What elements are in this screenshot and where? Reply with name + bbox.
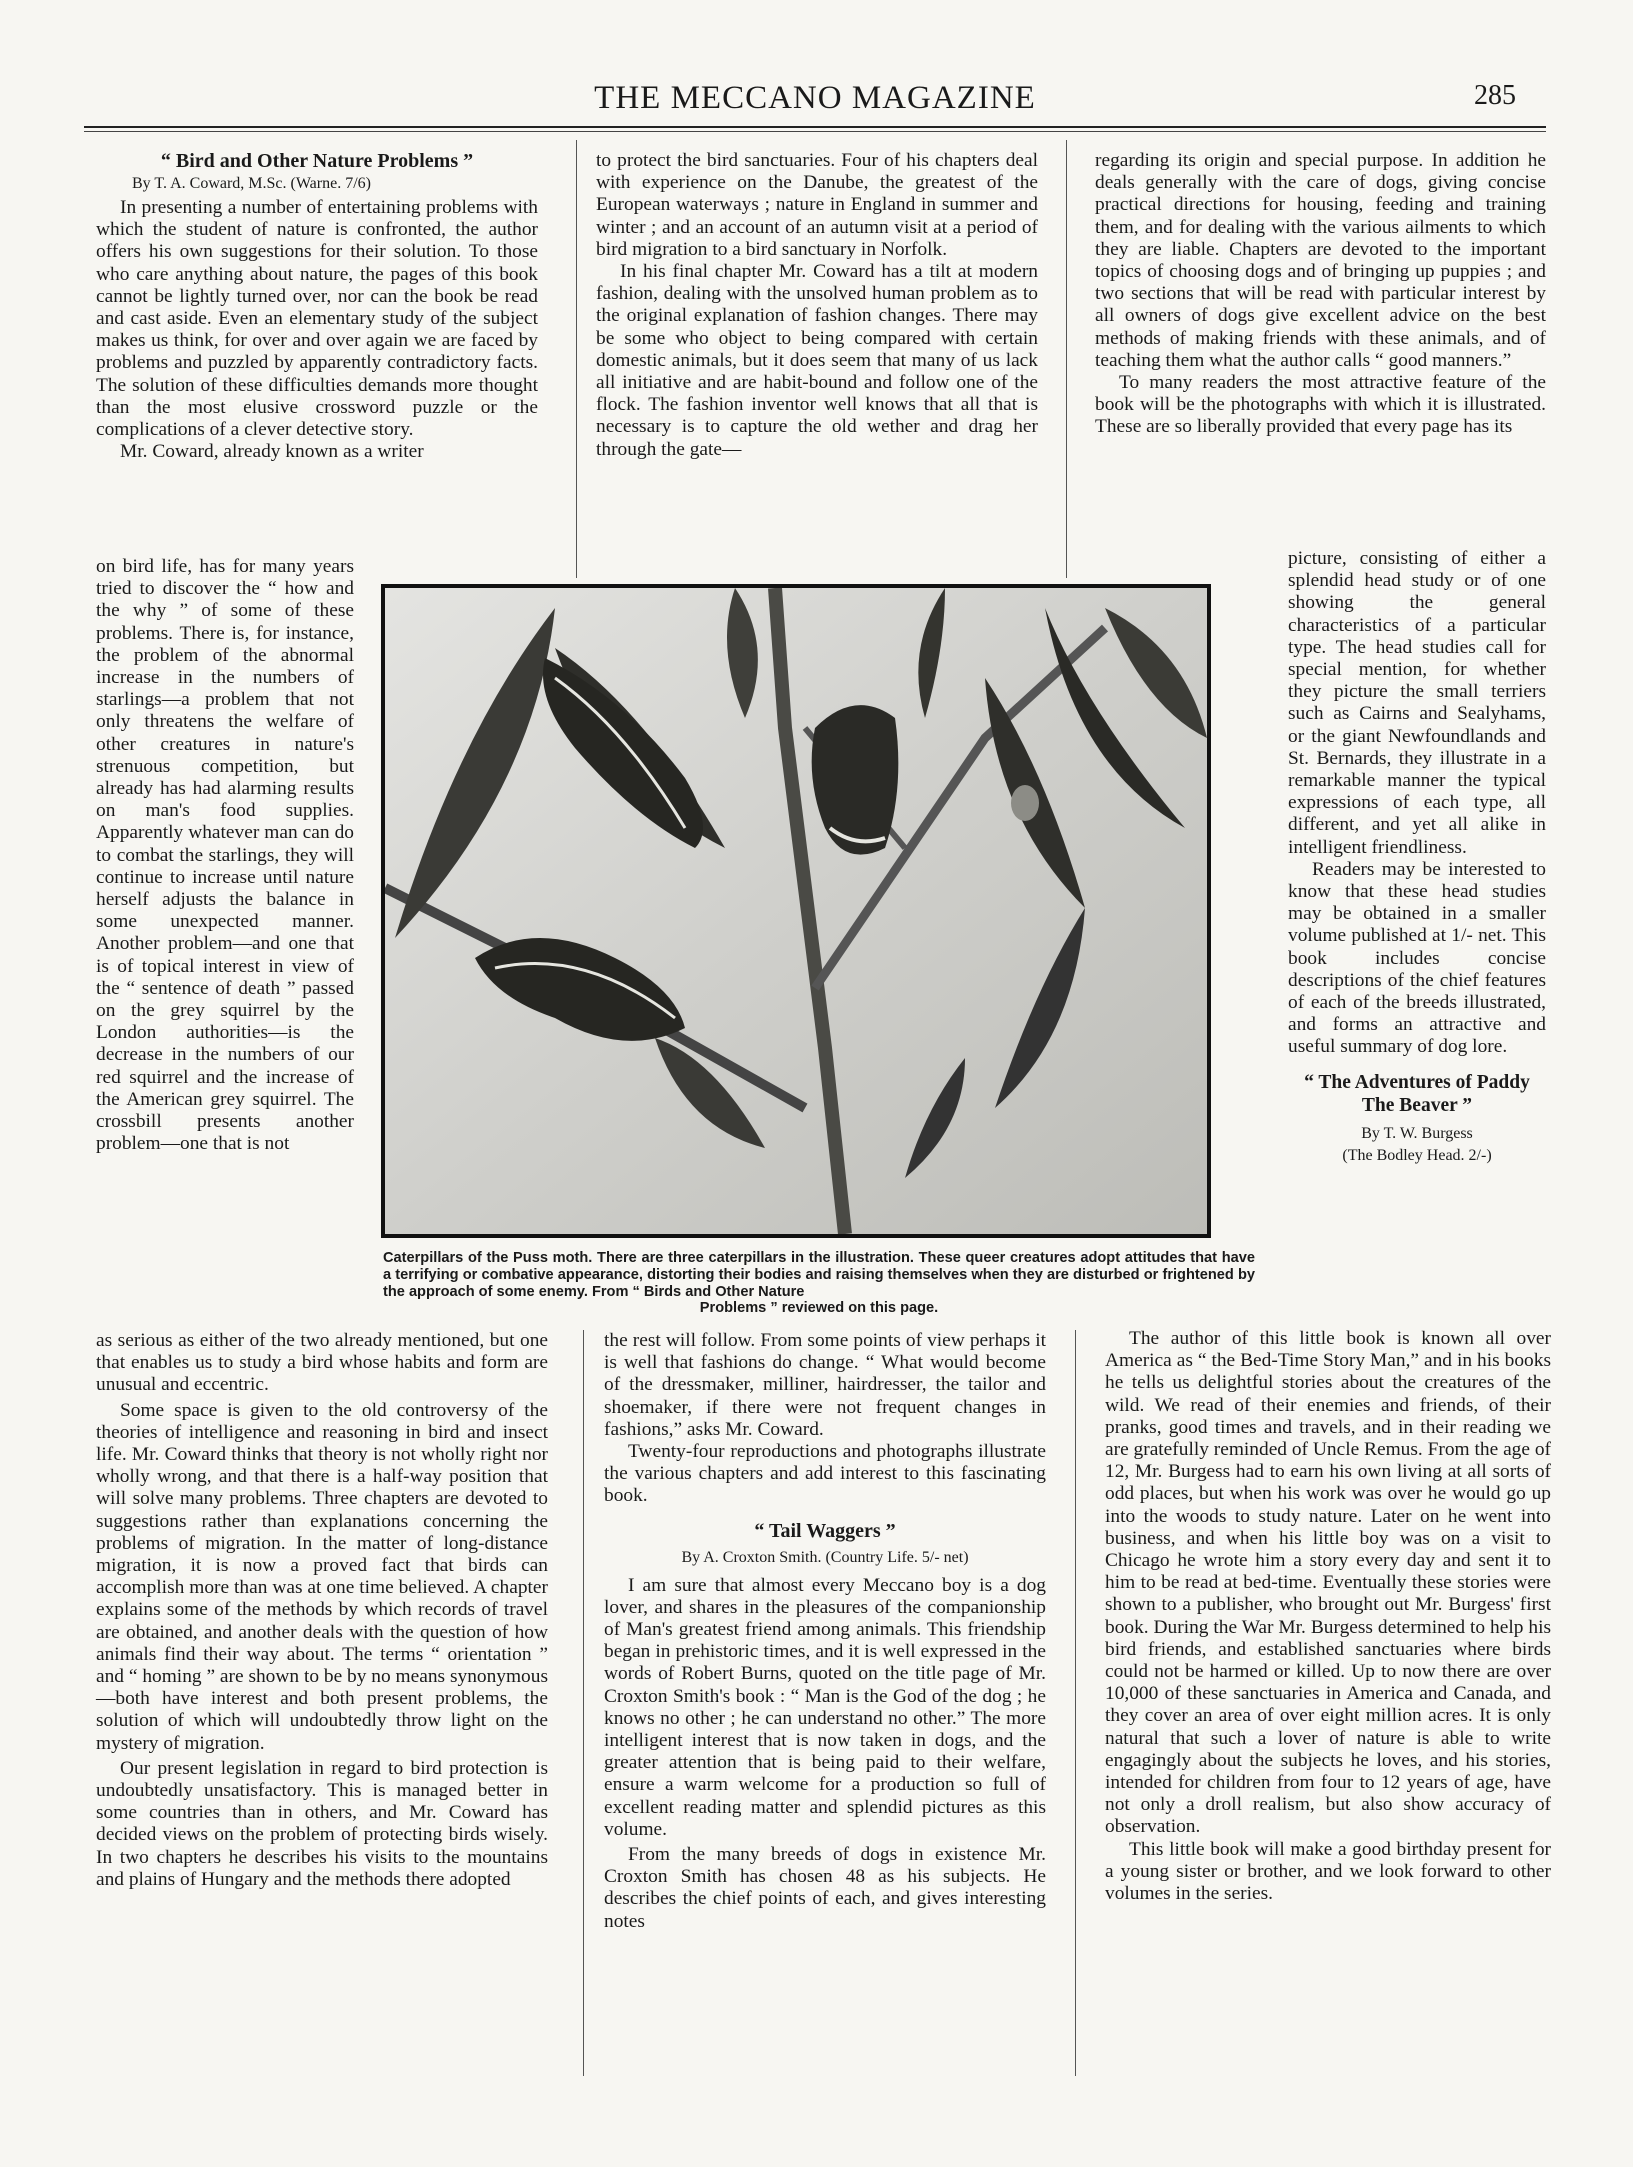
magazine-title: THE MECCANO MAGAZINE <box>594 80 1036 116</box>
column-1-bottom <box>96 1330 548 1891</box>
masthead <box>84 72 1546 128</box>
column-3-wrap <box>1288 548 1546 1167</box>
paragraph: The author of this little book is known all over America as “ the Bed-Time Story Man,” and in his books he tells us delightful stories about the creatures of the wild. We read of their enemies and friends, of their pranks, good times and travels, and in their reading we are gratefully reminded of Uncle Remus. From the age of 12, Mr. Burgess had to earn his own living at all sorts of odd places, but when his work was over he would go up into the woods to study nature. Later on he went into business, and when his little boy was on a visit to Chicago he wrote him a story every day and sent it to him to be read at bed-time. Eventually these stories were shown to a publisher, who brought out Mr. Burgess' first book. During the War Mr. Burgess determined to help his bird friends, and established sanctuaries where birds could not be harmed or killed. Up to now there are over 10,000 of these sanctuaries in America and Canada, and they cover an area of over eight million acres. It is only natural that such a lover of nature is able to write engagingly about the subjects he loves, and his stories, intended for children from four to 12 years of age, have not only a droll realism, but also show accuracy of observation. <box>1105 1328 1551 1838</box>
paragraph: picture, consisting of either a splendid head study or of one showing the general characteristics of a particular type. The head studies call for special mention, for whether they picture the small terriers such as Cairns and Sealyhams, or the giant Newfoundlands and St. Bernards, they illustrate in a remarkable manner the typical expressions of each type, all different, and yet all alike in intelligent friendliness. <box>1288 548 1546 858</box>
review-heading: “ Bird and Other Nature Problems ” <box>160 150 474 172</box>
column-2-top <box>596 150 1038 461</box>
paragraph: to protect the bird sanctuaries. Four of his chapters deal with experience on the Danube, the greatest of the European waterways ; nature in England in summer and winter ; and an account of an autumn visit at a period of bird migration to a bird sanctuary in Norfolk. <box>596 150 1038 260</box>
review-publisher: (The Bodley Head. 2/-) <box>1342 1146 1492 1164</box>
column-divider <box>1066 140 1067 578</box>
paragraph: Our present legislation in regard to bird protection is undoubtedly unsatisfactory. This is managed better in some countries than in others, and Mr. Coward has decided views on the problem of protecting birds wisely. In two chapters he describes his visits to the mountains and plains of Hungary and the methods there adopted <box>96 1757 548 1890</box>
review-byline: By A. Croxton Smith. (Country Life. 5/- net) <box>681 1548 969 1566</box>
paragraph: In presenting a number of entertaining problems with which the student of nature is confronted, the author offers his own suggestions for their solution. To those who care anything about nature, the pages of this book cannot be lightly turned over, nor can the book be read and cast aside. Even an elementary study of the subject makes us think, for over and over again we are faced by problems and puzzled by apparently contradictory facts. The solution of these difficulties demands more thought than the most elusive crossword puzzle or the complications of a clever detective story. <box>96 197 538 441</box>
caterpillar-photo <box>381 584 1211 1238</box>
header-rule-thin <box>84 131 1546 132</box>
review-byline: By T. A. Coward, M.Sc. (Warne. 7/6) <box>132 175 371 192</box>
paragraph: To many readers the most attractive feature of the book will be the photographs with which it is illustrated. These are so liberally provided that every page has its <box>1095 372 1546 438</box>
paragraph: Twenty-four reproductions and photographs illustrate the various chapters and add interest to this fascinating book. <box>604 1441 1046 1507</box>
column-divider <box>576 140 577 578</box>
photo-caption <box>383 1250 1255 1317</box>
paragraph: on bird life, has for many years tried to discover the “ how and the why ” of some of these problems. There is, for instance, the problem of the abnormal increase in the numbers of starlings—a problem that not only threatens the welfare of other creatures in nature's strenuous competition, but already has had alarming results on man's food supplies. Apparently whatever man can do to combat the starlings, they will continue to increase until nature herself adjusts the balance in some unexpected manner. Another problem—and one that is of topical interest in view of the “ sentence of death ” passed on the grey squirrel by the London authorities—is the decrease in the numbers of our red squirrel and the increase of the American grey squirrel. The crossbill presents another problem—one that is not <box>96 556 354 1155</box>
paragraph: Mr. Coward, already known as a writer <box>120 441 424 463</box>
caterpillar-illustration <box>385 588 1207 1234</box>
column-3-top <box>1095 150 1546 439</box>
review-byline: By T. W. Burgess <box>1361 1124 1473 1142</box>
paragraph: regarding its origin and special purpose. In addition he deals generally with the care of dogs, giving concise practical directions for housing, feeding and training them, and for dealing with the various ailments to which they are liable. Chapters are devoted to the important topics of choosing dogs and of bringing up puppies ; and two sections that will be read with particular interest by all owners of dogs give excellent advice on the best methods of making friends with these animals, and of teaching them what the author calls “ good manners.” <box>1095 150 1546 371</box>
paragraph: as serious as either of the two already mentioned, but one that enables us to study a bird whose habits and form are unusual and eccentric. <box>96 1330 548 1396</box>
column-3-bottom <box>1105 1328 1551 1905</box>
paragraph: I am sure that almost every Meccano boy is a dog lover, and shares in the pleasures of the companionship of Man's greatest friend among animals. This friendship began in prehistoric times, and it is well expressed in the words of Robert Burns, quoted on the title page of Mr. Croxton Smith's book : “ Man is the God of the dog ; he knows no other ; he can understand no other.” The more intelligent interest that is now taken in dogs, and the greater attention that is being paid to their welfare, ensure a warm welcome for a production so full of excellent reading matter and splendid pictures as this volume. <box>604 1574 1046 1840</box>
paragraph: This little book will make a good birthday present for a young sister or brother, and we look forward to other volumes in the series. <box>1105 1838 1551 1905</box>
paragraph: Some space is given to the old controversy of the theories of intelligence and reasoning in bird and insect life. Mr. Coward thinks that theory is not wholly right nor wholly wrong, and that there is a half-way position that will solve many problems. Three chapters are devoted to suggestions rather than explanations concerning the problems of migration. In the matter of long-distance migration, it is now a proved fact that birds can accomplish more than was at one time believed. A chapter explains some of the methods by which records of travel are obtained, and another deals with the question of how animals find their way about. The terms “ orientation ” and “ homing ” are shown to be by no means synonymous—both have interest and both present problems, the solution of which will undoubtedly throw light on the mystery of migration. <box>96 1399 548 1754</box>
header-rule <box>84 126 1546 128</box>
review-heading: “ Tail Waggers ” <box>754 1519 896 1542</box>
review-heading: “ The Adventures of Paddy The Beaver ” <box>1304 1071 1530 1116</box>
column-1-top <box>96 150 538 463</box>
column-divider <box>1075 1330 1076 2076</box>
column-2-bottom <box>604 1330 1046 1933</box>
caption-text: Caterpillars of the Puss moth. There are three caterpillars in the illustration. These queer creatures adopt attitudes that have a terrifying or combative appearance, distorting their bodies and raising themselves when they are disturbed or frightened by the approach of some enemy. From “ Birds and Other Nature <box>383 1250 1255 1300</box>
column-divider <box>583 1330 584 2076</box>
paragraph: the rest will follow. From some points of view perhaps it is well that fashions do change. “ What would become of the dressmaker, milliner, hairdresser, the tailor and shoemaker, if there were not frequent changes in fashions,” asks Mr. Coward. <box>604 1330 1046 1440</box>
paragraph: Readers may be interested to know that these head studies may be obtained in a smaller volume published at 1/- net. This book includes concise descriptions of the chief features of each of the breeds illustrated, and forms an attractive and useful summary of dog lore. <box>1288 858 1546 1058</box>
column-1-wrap <box>96 556 354 1155</box>
page-number: 285 <box>1474 80 1516 111</box>
paragraph: From the many breeds of dogs in existence Mr. Croxton Smith has chosen 48 as his subjects. He describes the chief points of each, and gives interesting notes <box>604 1844 1046 1932</box>
paragraph: In his final chapter Mr. Coward has a tilt at modern fashion, dealing with the unsolved human problem as to the original explanation of fashion changes. There may be some who object to being compared with certain domestic animals, but it does seem that many of us lack all initiative and are habit-bound and follow one of the flock. The fashion inventor well knows that all that is necessary is to capture the old wether and drag her through the gate— <box>596 261 1038 460</box>
caption-text-end: Problems ” reviewed on this page. <box>699 1300 939 1317</box>
